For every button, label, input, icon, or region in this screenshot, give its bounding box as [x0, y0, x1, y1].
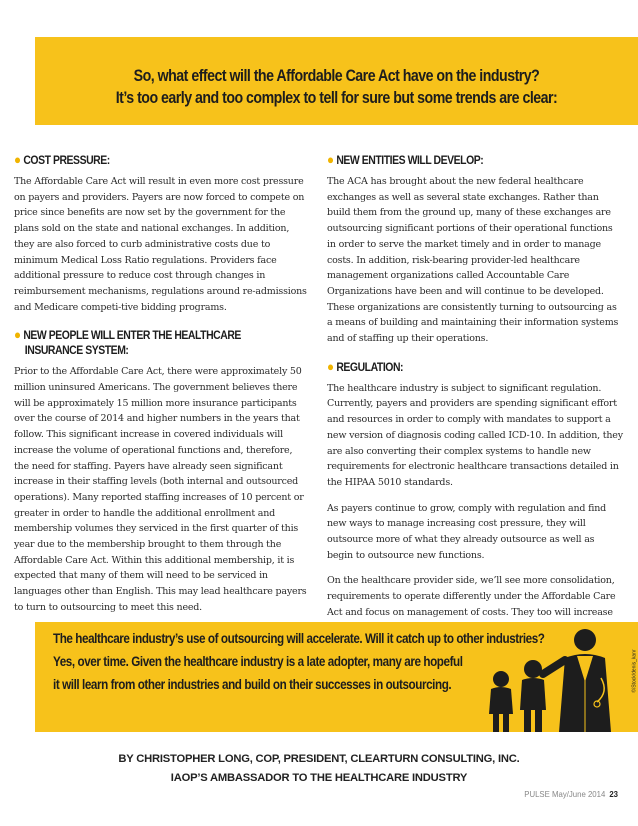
photo-credit: ©iStock/denis_kanr — [631, 649, 638, 693]
bottom-banner-line2: Yes, over time. Given the healthcare industry is a late adopter, many are hopeful — [53, 654, 463, 669]
paragraph-new-entities: The ACA has brought about the new federal healthcare exchanges as well as several state exchanges. Rather than build them from the ground up, many of these exchanges are outsourcing significant portions of their operational functions in order to serve the market timely and in order to manage costs. In addition, risk-bearing provider-led healthcare management organizations called Accountable Care Organizations have been and will continue to be developed. These organizations are consistently turning to outsourcing as a means of building and maintaining their information systems and of staffing up their operations. — [327, 176, 619, 345]
bullet-dot-icon: ● — [14, 152, 21, 167]
top-banner — [35, 37, 638, 125]
banner-question-line1: So, what effect will the Affordable Care Act have on the industry? — [133, 67, 540, 85]
left-column — [14, 152, 310, 616]
right-column — [327, 152, 623, 636]
author-title: IAOP’S AMBASSADOR TO THE HEALTHCARE INDUSTRY — [170, 772, 468, 784]
paragraph-regulation-2: As payers continue to grow, comply with regulation and find new ways to manage increasing cost pressure, they will outsource more of what they already outsource as well as begin to outsource new functions. — [327, 502, 607, 561]
page-number: 23 — [609, 790, 618, 799]
section-heading-new-people: ● NEW PEOPLE WILL ENTER THE HEALTHCARE INSURANCE SYSTEM: — [14, 327, 241, 358]
section-heading-cost-pressure: ● COST PRESSURE: — [14, 152, 110, 167]
paragraph-new-people: Prior to the Affordable Care Act, there were approximately 50 million uninsured Americans. The government believes there will be approximately 15 million more insurance participants over the course of 2014 and higher numbers in the years that follow. This significant increase in covered individuals will increase the volume of operational functions and, therefore, the need for staffing. Payers have already seen significant increase in their staffing levels (both internal and outsourced operations). Many reported staffing increases of 10 percent or greater in order to handle the additional enrollment and membership volumes they serviced in the first quarter of this year due to the membership brought to them through the Affordable Care Act. Within this additional membership, it is expected that many of them will need to be serviced in languages other than English. This may lead healthcare payers to turn to outsourcing to meet this need. — [14, 366, 307, 613]
banner-question-line2: It’s too early and too complex to tell for sure but some trends are clear: — [115, 89, 558, 107]
section-heading-new-entities: ● NEW ENTITIES WILL DEVELOP: — [327, 152, 484, 167]
bottom-banner-line1: The healthcare industry’s use of outsourcing will accelerate. Will it catch up to other industries? — [53, 631, 545, 646]
bullet-dot-icon: ● — [14, 327, 21, 343]
bullet-dot-icon: ● — [327, 152, 334, 167]
issue-label: PULSE May/June 2014 — [524, 790, 606, 799]
bottom-banner-line3: it will learn from other industries and build on their successes in outsourcing. — [53, 677, 452, 692]
doctor-and-children-illustration — [473, 622, 633, 732]
bottom-banner — [35, 622, 638, 732]
bullet-dot-icon: ● — [327, 358, 334, 374]
paragraph-cost-pressure: The Affordable Care Act will result in even more cost pressure on payers and providers. Payers are now forced to compete on price since benefits are now set by the government for the plans sold on the state and national exchanges. In addition, they are also forced to curb administrative costs due to minimum Medical Loss Ratio regulations. Providers face additional pressure to reduce cost through changes in reimbursement mechanisms, regulations around re-admissions and Medicare competi-tive bidding programs. — [14, 176, 307, 313]
author-byline: BY CHRISTOPHER LONG, COP, PRESIDENT, CLEARTURN CONSULTING, INC. — [118, 753, 520, 765]
page-footer — [524, 790, 618, 799]
section-heading-regulation: ● REGULATION: — [327, 358, 404, 374]
paragraph-regulation-1: The healthcare industry is subject to significant regulation. Currently, payers and providers are spending significant effort and resources in order to comply with mandates to support a new version of diagnosis coding called ICD-10. In addition, they are also converting their complex systems to handle new requirements for electronic healthcare transactions detailed in the HIPAA 5010 standards. — [327, 382, 623, 488]
paragraph-regulation-3: On the healthcare provider side, we’ll see more consolidation, requirements to operate differently under the Affordable Care Act and focus on management of costs. They too will increase — [327, 575, 616, 618]
